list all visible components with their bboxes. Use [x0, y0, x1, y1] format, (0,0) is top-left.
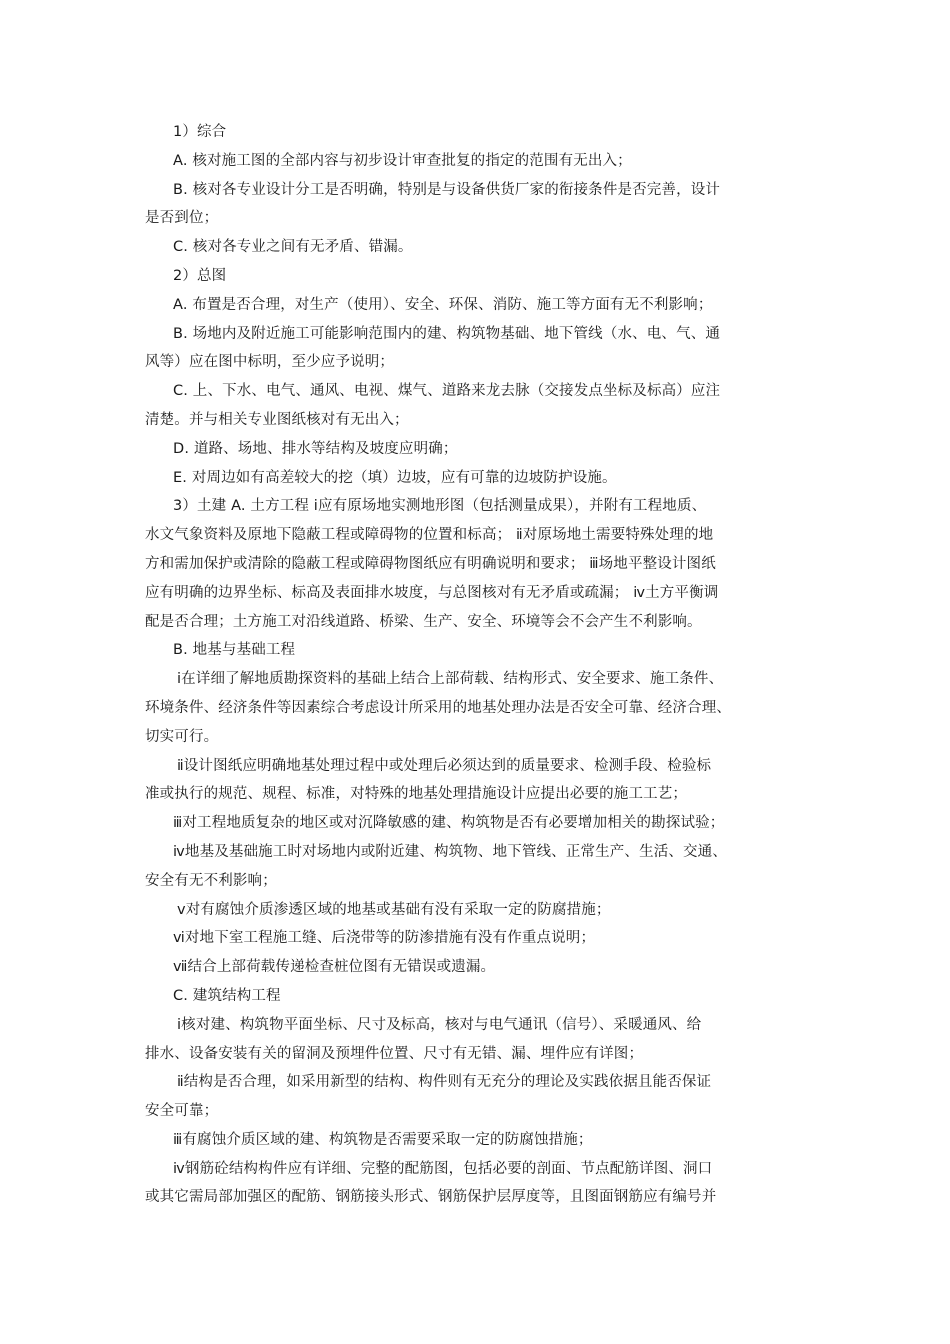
text-line: 风等）应在图中标明，至少应予说明；	[145, 354, 395, 371]
text-line: ⅳ地基及基础施工时对场地内或附近建、构筑物、地下管线、正常生产、生活、交通、	[173, 843, 727, 860]
text-line: 3）土建 A. 土方工程 ⅰ应有原场地实测地形图（包括测量成果），并附有工程地质、	[173, 498, 707, 515]
text-line: 是否到位；	[145, 210, 219, 227]
text-line: ⅱ设计图纸应明确地基处理过程中或处理后必须达到的质量要求、检测手段、检验标	[177, 757, 712, 774]
text-line: C. 核对各专业之间有无矛盾、错漏。	[173, 239, 413, 256]
document-body	[145, 118, 820, 1212]
text-line: A. 布置是否合理，对生产（使用）、安全、环保、消防、施工等方面有无不利影响；	[173, 296, 713, 313]
text-line: 1）综合	[173, 124, 227, 140]
text-line: 环境条件、经济条件等因素综合考虑设计所采用的地基处理办法是否安全可靠、经济合理、	[145, 699, 731, 716]
text-line: 安全有无不利影响；	[145, 872, 277, 889]
text-line: 方和需加保护或清除的隐蔽工程或障碍物图纸应有明确说明和要求； ⅲ场地平整设计图纸	[145, 555, 716, 572]
text-line: B. 核对各专业设计分工是否明确，特别是与设备供货厂家的衔接条件是否完善，设计	[173, 181, 721, 198]
text-line: B. 场地内及附近施工可能影响范围内的建、构筑物基础、地下管线（水、电、气、通	[173, 325, 721, 342]
text-line: C. 建筑结构工程	[173, 987, 281, 1004]
text-line: ⅰ在详细了解地质勘探资料的基础上结合上部荷载、结构形式、安全要求、施工条件、	[177, 671, 724, 688]
text-line: 清楚。并与相关专业图纸核对有无出入；	[145, 411, 409, 428]
text-line: ⅰ核对建、构筑物平面坐标、尺寸及标高，核对与电气通讯（信号）、采暖通风、给	[177, 1016, 702, 1033]
text-line: ⅳ钢筋砼结构构件应有详细、完整的配筋图，包括必要的剖面、节点配筋详图、洞口	[173, 1160, 713, 1177]
text-line: 配是否合理；土方施工对沿线道路、桥梁、生产、安全、环境等会不会产生不利影响。	[145, 613, 702, 630]
text-line: C. 上、下水、电气、通风、电视、煤气、道路来龙去脉（交接发点坐标及标高）应注	[173, 383, 721, 400]
text-line: ⅲ有腐蚀介质区域的建、构筑物是否需要采取一定的防腐蚀措施；	[173, 1131, 593, 1148]
text-line: ⅵ对地下室工程施工缝、后浇带等的防渗措施有没有作重点说明；	[173, 930, 596, 947]
text-line: ⅴ对有腐蚀介质渗透区域的地基或基础有没有采取一定的防腐措施；	[177, 901, 611, 918]
text-line: D. 道路、场地、排水等结构及坡度应明确；	[173, 440, 458, 457]
text-line: A. 核对施工图的全部内容与初步设计审查批复的指定的范围有无出入；	[173, 152, 632, 169]
text-line: 排水、设备安装有关的留洞及预埋件位置、尺寸有无错、漏、埋件应有详图；	[145, 1045, 644, 1062]
text-line: ⅲ对工程地质复杂的地区或对沉降敏感的建、构筑物是否有必要增加相关的勘探试验；	[173, 815, 725, 832]
text-line: 切实可行。	[145, 728, 219, 745]
text-line: B. 地基与基础工程	[173, 642, 296, 659]
text-line: 安全可靠；	[145, 1103, 219, 1120]
text-line: 2）总图	[173, 267, 227, 284]
text-line: 水文气象资料及原地下隐蔽工程或障碍物的位置和标高； ⅱ对原场地土需要特殊处理的地	[145, 527, 714, 544]
text-line: 或其它需局部加强区的配筋、钢筋接头形式、钢筋保护层厚度等，且图面钢筋应有编号并	[145, 1189, 717, 1206]
text-line: ⅶ结合上部荷载传递检查桩位图有无错误或遗漏。	[173, 959, 496, 976]
text-line: 准或执行的规范、规程、标准，对特殊的地基处理措施设计应提出必要的施工工艺；	[145, 786, 688, 803]
text-line: E. 对周边如有高差较大的挖（填）边坡，应有可靠的边坡防护设施。	[173, 469, 617, 486]
text-line: ⅱ结构是否合理，如采用新型的结构、构件则有无充分的理论及实践依据且能否保证	[177, 1074, 712, 1091]
text-line: 应有明确的边界坐标、标高及表面排水坡度，与总图核对有无矛盾或疏漏； ⅳ土方平衡调	[145, 584, 719, 601]
